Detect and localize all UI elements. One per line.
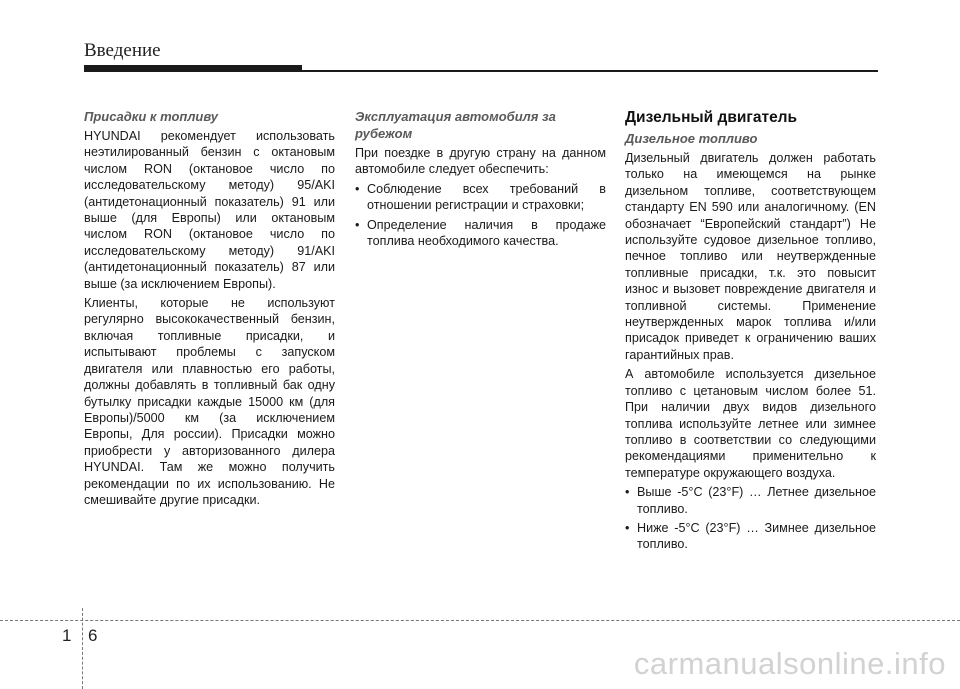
diesel-fuel-paragraph-2: А автомобиле используется дизельное топливо с цетановым числом более 51. При наличии двух видов дизельного топлива используйте летнее или зимнее топливо в соответствии со следующими рекомендациями применительно к температуре окружающего воздуха.: [625, 367, 876, 480]
driving-abroad-list: [355, 181, 606, 250]
fuel-additives-heading: Присадки к топливу: [84, 109, 218, 124]
diesel-engine-title: Дизельный двигатель: [625, 109, 798, 126]
column-fuel-additives: [84, 108, 335, 511]
chapter-number: 1: [62, 626, 72, 645]
footer-dashed-divider: [82, 608, 83, 689]
diesel-fuel-paragraph-1: Дизельный двигатель должен работать только на имеющемся на рынке дизельном топливе, соответствующем стандарту EN 590 или аналогичному. (EN обозначает “Европейский стандарт”) Не используйте судовое дизельное топливо, печное топливо или неутвержденные топливные присадки, т.к. это повысит износ и вызовет повреждение двигателя и топливной системы. Применение неутвержденных марок топлива и/или присадок приведет к ограничению ваших гарантийных прав.: [625, 151, 876, 362]
driving-abroad-heading: Эксплуатация автомобиля за рубежом: [355, 109, 556, 141]
page-number: 6: [88, 626, 98, 645]
header-accent-bar: [84, 65, 302, 72]
footer-dashed-rule: [0, 620, 960, 621]
diesel-temperature-list: [625, 484, 876, 553]
column-diesel-engine: [625, 108, 876, 556]
list-item: • Соблюдение всех требований в отношении регистрации и страховки;: [355, 181, 606, 214]
diesel-fuel-heading: Дизельное топливо: [625, 131, 758, 146]
list-item: • Определение наличия в продаже топлива необходимого качества.: [355, 217, 606, 250]
watermark: carmanualsonline.info: [633, 646, 946, 681]
driving-abroad-paragraph: При поездке в другую страну на данном автомобиле следует обеспечить:: [355, 146, 606, 177]
fuel-additives-paragraph-1: HYUNDAI рекомендует использовать неэтилированный бензин с октановым числом RON (октановое число по исследовательскому методу) 95/AKI (антидетонационный показатель) 91 или выше (для Европы) или октановым числом RON (октановое число по исследовательскому методу) 91/AKI (антидетонационный показатель) 87 или выше (за исключением Европы).: [84, 129, 335, 291]
list-item: • Выше -5°C (23°F) … Летнее дизельное топливо.: [625, 484, 876, 517]
section-title: Введение: [84, 40, 161, 61]
fuel-additives-paragraph-2: Клиенты, которые не используют регулярно высококачественный бензин, включая топливные присадки, и испытывают проблемы с запуском двигателя или плавностью его работы, должны добавлять в топливный бак одну бутылку присадки каждые 15000 км (для Европы)/5000 км (за исключением Европы, Для россии). Присадки можно приобрести у авторизованного дилера HYUNDAI. Там же можно получить рекомендации по их использованию. Не смешивайте другие присадки.: [84, 296, 335, 507]
list-item: • Ниже -5°C (23°F) … Зимнее дизельное топливо.: [625, 520, 876, 553]
column-driving-abroad: [355, 108, 606, 252]
